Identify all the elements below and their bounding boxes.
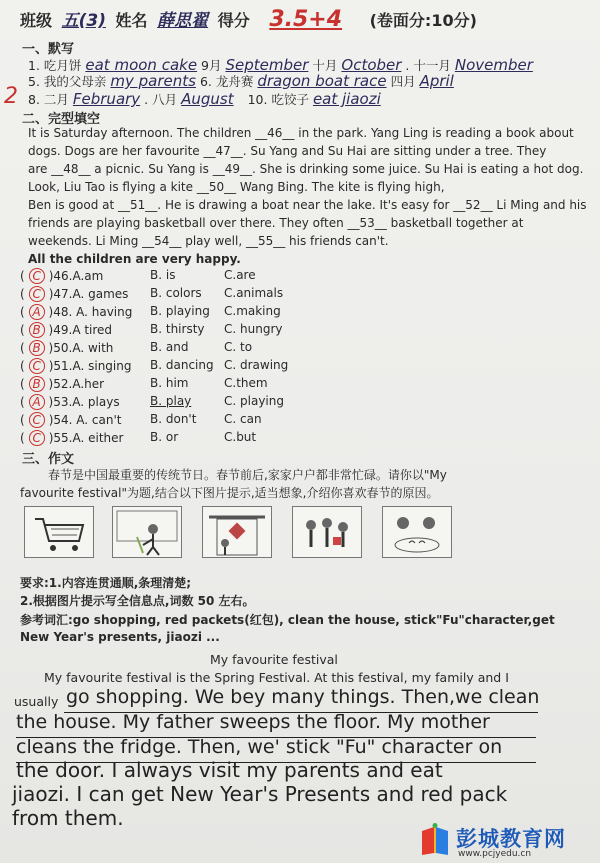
option-b: B. is bbox=[150, 268, 176, 282]
option-row: ( B )49.A tired bbox=[20, 323, 113, 337]
r2-c: 四月 bbox=[390, 74, 416, 89]
r2-ch: April bbox=[419, 72, 454, 90]
cloze-options bbox=[20, 268, 320, 444]
cloze-line-4: Look, Liu Tao is flying a kite __50__ Wang Bing. The kite is flying high, bbox=[28, 180, 445, 194]
score-label: 得分 bbox=[217, 11, 250, 30]
r1-a: 1. 吃月饼 bbox=[28, 58, 82, 73]
option-row: ( C )51.A. singing bbox=[20, 359, 132, 373]
watermark-logo bbox=[418, 823, 590, 859]
class-label: 班级 bbox=[20, 11, 53, 30]
option-c: C.them bbox=[224, 376, 268, 390]
answer-mark: C bbox=[29, 430, 45, 446]
option-a: 48. A. having bbox=[53, 305, 133, 319]
r1-b: 9月 bbox=[201, 58, 222, 73]
option-b: B. colors bbox=[150, 286, 202, 300]
option-row: ( C )46.A.am bbox=[20, 269, 104, 283]
option-b: B. playing bbox=[150, 304, 210, 318]
answer-mark: C bbox=[29, 412, 45, 428]
answer-mark: A bbox=[29, 394, 45, 410]
cloze-line-6: friends are playing basketball over there. They often __53__ basketball together at bbox=[28, 216, 524, 230]
answer-mark: C bbox=[29, 286, 45, 302]
option-a: 52.A.her bbox=[53, 377, 105, 391]
watermark-url: www.pcjyedu.cn bbox=[458, 849, 532, 859]
answer-mark: B bbox=[29, 376, 45, 392]
answer-mark: C bbox=[29, 358, 45, 374]
cloze-line-8: All the children are very happy. bbox=[28, 252, 241, 266]
cloze-line-7: weekends. Li Ming __54__ play well, __55__ his friends can't. bbox=[28, 234, 389, 248]
option-a: 50.A. with bbox=[53, 341, 114, 355]
answer-mark: C bbox=[29, 268, 45, 284]
option-c: C.animals bbox=[224, 286, 284, 300]
option-row: ( C )54. A. can't bbox=[20, 413, 122, 427]
section1-mark: 2 bbox=[4, 84, 18, 109]
essay-hand-line-6: from them. bbox=[12, 806, 124, 830]
dictation-row-2 bbox=[28, 72, 454, 90]
option-b: B. play bbox=[150, 394, 192, 408]
reference-2: New Year's presents, jiaozi ... bbox=[20, 630, 220, 644]
essay-hand-line-1: go shopping. We bey many things. Then,we clean bbox=[66, 686, 540, 708]
option-c: C. hungry bbox=[224, 322, 283, 336]
score-value: 3.5+4 bbox=[269, 7, 343, 32]
essay-title: My favourite festival bbox=[210, 652, 338, 667]
r3-ch: eat jiaozi bbox=[312, 90, 381, 108]
option-a: 49.A tired bbox=[53, 323, 113, 337]
section1-title: 一、默写 bbox=[22, 42, 75, 57]
r2-a: 5. 我的父母亲 bbox=[28, 74, 107, 89]
essay-hand-line-5: jiaozi. I can get New Year's Presents and red pack bbox=[12, 782, 508, 806]
answer-mark: A bbox=[29, 304, 45, 320]
picture-strip bbox=[16, 506, 466, 556]
option-b: B. him bbox=[150, 376, 189, 390]
cleaning-picture bbox=[112, 506, 182, 558]
option-a: 51.A. singing bbox=[53, 359, 132, 373]
prompt-line-2: favourite festival"为题,结合以下图片提示,适当想象,介绍你喜欢春节的原因。 bbox=[20, 486, 439, 500]
requirement-1: 要求:1.内容连贯通顺,条理清楚; bbox=[20, 576, 192, 590]
shopping-cart-picture bbox=[24, 506, 94, 558]
option-b: B. and bbox=[150, 340, 189, 354]
door-fu-picture bbox=[202, 506, 272, 558]
cloze-line-1: It is Saturday afternoon. The children __46__ in the park. Yang Ling is reading a book about bbox=[28, 126, 574, 140]
option-c: C. to bbox=[224, 340, 253, 354]
option-a: 54. A. can't bbox=[53, 413, 122, 427]
r1-bh: September bbox=[225, 56, 309, 74]
r1-ch: October bbox=[341, 56, 402, 74]
name-value: 薛思翟 bbox=[157, 11, 209, 31]
option-a: 55.A. either bbox=[53, 431, 124, 445]
essay-hand-line-4: the door. I always visit my parents and eat bbox=[16, 758, 443, 782]
r1-dh: November bbox=[454, 56, 533, 74]
option-row: ( B )52.A.her bbox=[20, 377, 105, 391]
option-row: ( B )50.A. with bbox=[20, 341, 114, 355]
answer-mark: B bbox=[29, 322, 45, 338]
essay-usually: usually bbox=[14, 694, 59, 709]
class-value: 五(3) bbox=[61, 11, 106, 31]
option-a: 46.A.am bbox=[53, 269, 104, 283]
total-note: (卷面分:10分) bbox=[369, 11, 477, 30]
option-c: C. playing bbox=[224, 394, 284, 408]
option-c: C.are bbox=[224, 268, 256, 282]
header bbox=[20, 6, 481, 32]
r2-b: 6. 龙舟赛 bbox=[199, 74, 254, 89]
r3-c: 10. 吃饺子 bbox=[247, 92, 309, 107]
option-b: B. or bbox=[150, 430, 179, 444]
option-c: C. drawing bbox=[224, 358, 289, 372]
visiting-picture bbox=[292, 506, 362, 558]
requirement-2: 2.根据图片提示写全信息点,词数 50 左右。 bbox=[20, 594, 255, 608]
option-c: C.but bbox=[224, 430, 257, 444]
option-a: 53.A. plays bbox=[53, 395, 120, 409]
cloze-line-3: are __48__ a picnic. Su Yang is __49__. She is drinking some juice. Su Hai is eating a hot dog. bbox=[28, 162, 584, 176]
dictation-row-3 bbox=[28, 90, 381, 108]
r2-bh: dragon boat race bbox=[257, 72, 387, 90]
option-a: 47.A. games bbox=[53, 287, 129, 301]
answer-mark: B bbox=[29, 340, 45, 356]
r3-b: . 八月 bbox=[144, 92, 178, 107]
section3-title: 三、作文 bbox=[22, 452, 75, 467]
r1-d: . 十一月 bbox=[405, 58, 451, 73]
option-c: C. can bbox=[224, 412, 262, 426]
option-row: ( C )55.A. either bbox=[20, 431, 124, 445]
option-b: B. don't bbox=[150, 412, 197, 426]
watermark-name: 彭城教育网 bbox=[456, 827, 566, 851]
cloze-line-5: Ben is good at __51__. He is drawing a boat near the lake. It's easy for __52__ Li Ming and his bbox=[28, 198, 587, 212]
book-icon bbox=[418, 823, 454, 857]
option-c: C.making bbox=[224, 304, 281, 318]
cloze-line-2: dogs. Dogs are her favourite __47__. Su Yang and Su Hai are sitting under a tree. They bbox=[28, 144, 547, 158]
option-row: ( A )48. A. having bbox=[20, 305, 133, 319]
r1-c: 十月 bbox=[312, 58, 338, 73]
reference-1: 参考词汇:go shopping, red packets(红包), clean the house, stick"Fu"character,get bbox=[20, 613, 555, 627]
r2-ah: my parents bbox=[110, 72, 196, 90]
essay-hand-line-2: the house. My father sweeps the floor. My mother bbox=[16, 711, 490, 733]
r3-a: 8. 二月 bbox=[28, 92, 69, 107]
name-label: 姓名 bbox=[115, 11, 148, 30]
essay-hand-line-3: cleans the fridge. Then, we' stick "Fu" character on bbox=[16, 736, 503, 758]
option-row: ( C )47.A. games bbox=[20, 287, 129, 301]
section2-title: 二、完型填空 bbox=[22, 112, 101, 127]
r1-ah: eat moon cake bbox=[85, 56, 198, 74]
r3-bh: August bbox=[181, 90, 234, 108]
option-row: ( A )53.A. plays bbox=[20, 395, 120, 409]
dumplings-picture bbox=[382, 506, 452, 558]
option-b: B. dancing bbox=[150, 358, 214, 372]
r3-ah: February bbox=[72, 90, 141, 108]
essay-first-line: My favourite festival is the Spring Festival. At this festival, my family and I bbox=[44, 670, 509, 685]
option-b: B. thirsty bbox=[150, 322, 205, 336]
prompt-line-1: 春节是中国最重要的传统节日。春节前后,家家户户都非常忙碌。请你以"My bbox=[48, 468, 447, 482]
